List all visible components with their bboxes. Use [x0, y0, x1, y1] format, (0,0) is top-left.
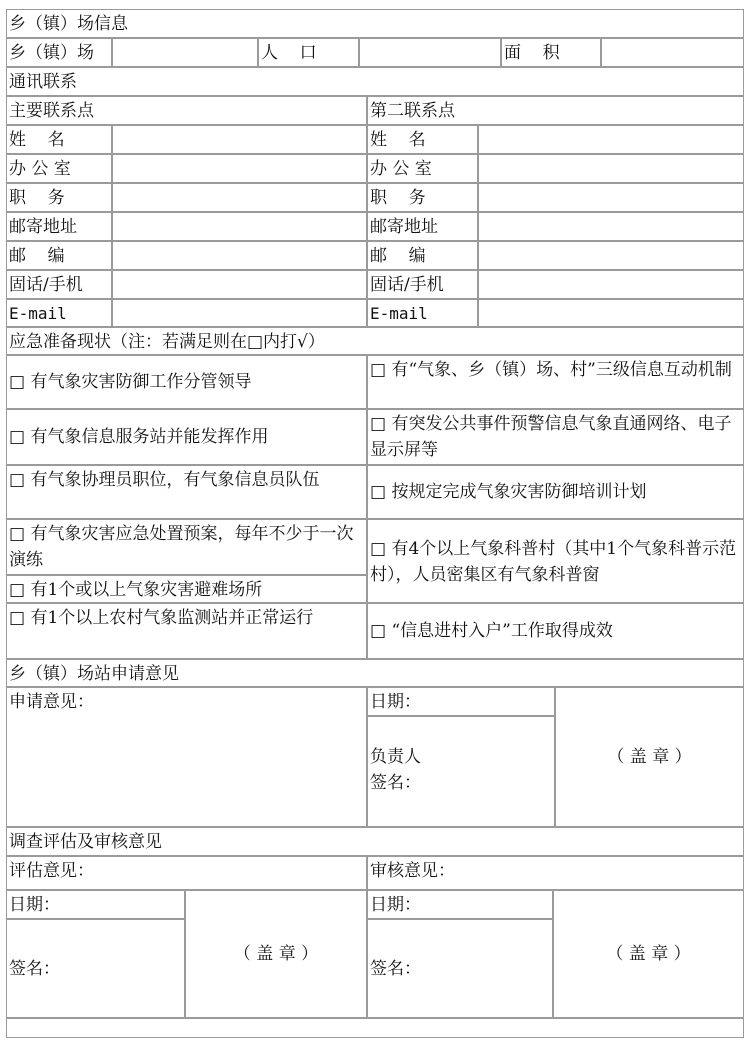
checklist-item-coordinator[interactable]: □ 有气象协理员职位，有气象信息员队伍 [6, 465, 367, 519]
secondary-address-label: 邮寄地址 [367, 212, 478, 241]
secondary-position-field[interactable] [478, 183, 744, 212]
checklist-item-info-village[interactable]: □ “信息进村入户”工作取得成效 [367, 603, 744, 659]
secondary-office-field[interactable] [478, 154, 744, 183]
eval-date-cell[interactable]: 日期： [6, 890, 185, 919]
primary-name-field[interactable] [112, 125, 367, 154]
signer-label: 负责人 [370, 747, 421, 767]
town-field[interactable] [112, 38, 258, 67]
checklist-item-monitor-station[interactable]: □ 有1个以上农村气象监测站并正常运行 [6, 603, 367, 659]
primary-postcode-label: 邮 编 [6, 241, 112, 270]
primary-postcode-field[interactable] [112, 241, 367, 270]
primary-position-label: 职 务 [6, 183, 112, 212]
primary-phone-field[interactable] [112, 270, 367, 299]
secondary-name-field[interactable] [478, 125, 744, 154]
area-field[interactable] [601, 38, 744, 67]
checklist-item-service-station[interactable]: □ 有气象信息服务站并能发挥作用 [6, 409, 367, 465]
secondary-contact-header: 第二联系点 [367, 96, 744, 125]
primary-address-label: 邮寄地址 [6, 212, 112, 241]
checklist-item-training[interactable]: □ 按规定完成气象灾害防御培训计划 [367, 465, 744, 519]
application-stamp-cell [555, 687, 744, 827]
checklist-item-three-level[interactable]: □ 有“气象、乡（镇）场、村”三级信息互动机制 [367, 355, 744, 409]
review-stamp-cell: （ 盖 章 ） [553, 890, 744, 1018]
stamp-label: （ 盖 章 ） [607, 747, 692, 767]
checklist-item-science-village[interactable]: □ 有4个以上气象科普村（其中1个气象科普示范村），人员密集区有气象科普窗 [367, 519, 744, 603]
secondary-position-label: 职 务 [367, 183, 478, 212]
sign-label: 签名： [370, 773, 421, 793]
secondary-office-label: 办 公 室 [367, 154, 478, 183]
town-label: 乡（镇）场 [6, 38, 112, 67]
secondary-name-label: 姓 名 [367, 125, 478, 154]
application-date-cell[interactable]: 日期： [367, 687, 555, 716]
area-label: 面 积 [501, 38, 601, 67]
primary-office-label: 办 公 室 [6, 154, 112, 183]
primary-phone-label: 固话/手机 [6, 270, 112, 299]
section2-header: 通讯联系 [6, 67, 744, 96]
population-field[interactable] [359, 38, 501, 67]
primary-address-field[interactable] [112, 212, 367, 241]
footer-row [6, 1018, 744, 1038]
eval-sign-cell[interactable]: 签名： [6, 919, 185, 1018]
secondary-phone-field[interactable] [478, 270, 744, 299]
eval-opinion-label: 评估意见： [6, 856, 367, 890]
checklist-item-shelter[interactable]: □ 有1个或以上气象灾害避难场所 [6, 575, 367, 603]
section5-header: 调查评估及审核意见 [6, 827, 744, 856]
section4-header: 乡（镇）场站申请意见 [6, 659, 744, 687]
secondary-postcode-field[interactable] [478, 241, 744, 270]
primary-office-field[interactable] [112, 154, 367, 183]
section3-header: 应急准备现状（注：若满足则在□内打√） [6, 327, 744, 355]
checklist-item-leader[interactable]: □ 有气象灾害防御工作分管领导 [6, 355, 367, 409]
application-signer-cell[interactable] [367, 716, 555, 827]
primary-name-label: 姓 名 [6, 125, 112, 154]
review-date-cell[interactable]: 日期： [367, 890, 553, 919]
review-opinion-label: 审核意见： [367, 856, 744, 890]
primary-email-label: E-mail [6, 299, 112, 327]
secondary-postcode-label: 邮 编 [367, 241, 478, 270]
population-label: 人 口 [258, 38, 359, 67]
secondary-email-field[interactable] [478, 299, 744, 327]
section1-header: 乡（镇）场信息 [6, 9, 744, 38]
application-opinion-field[interactable]: 申请意见： [6, 687, 367, 827]
primary-position-field[interactable] [112, 183, 367, 212]
secondary-address-field[interactable] [478, 212, 744, 241]
eval-stamp-cell: （ 盖 章 ） [185, 890, 367, 1018]
checklist-item-warning-network[interactable]: □ 有突发公共事件预警信息气象直通网络、电子显示屏等 [367, 409, 744, 465]
primary-email-field[interactable] [112, 299, 367, 327]
review-sign-cell[interactable]: 签名： [367, 919, 553, 1018]
secondary-email-label: E-mail [367, 299, 478, 327]
secondary-phone-label: 固话/手机 [367, 270, 478, 299]
primary-contact-header: 主要联系点 [6, 96, 367, 125]
checklist-item-emergency-plan[interactable]: □ 有气象灾害应急处置预案，每年不少于一次演练 [6, 519, 367, 575]
